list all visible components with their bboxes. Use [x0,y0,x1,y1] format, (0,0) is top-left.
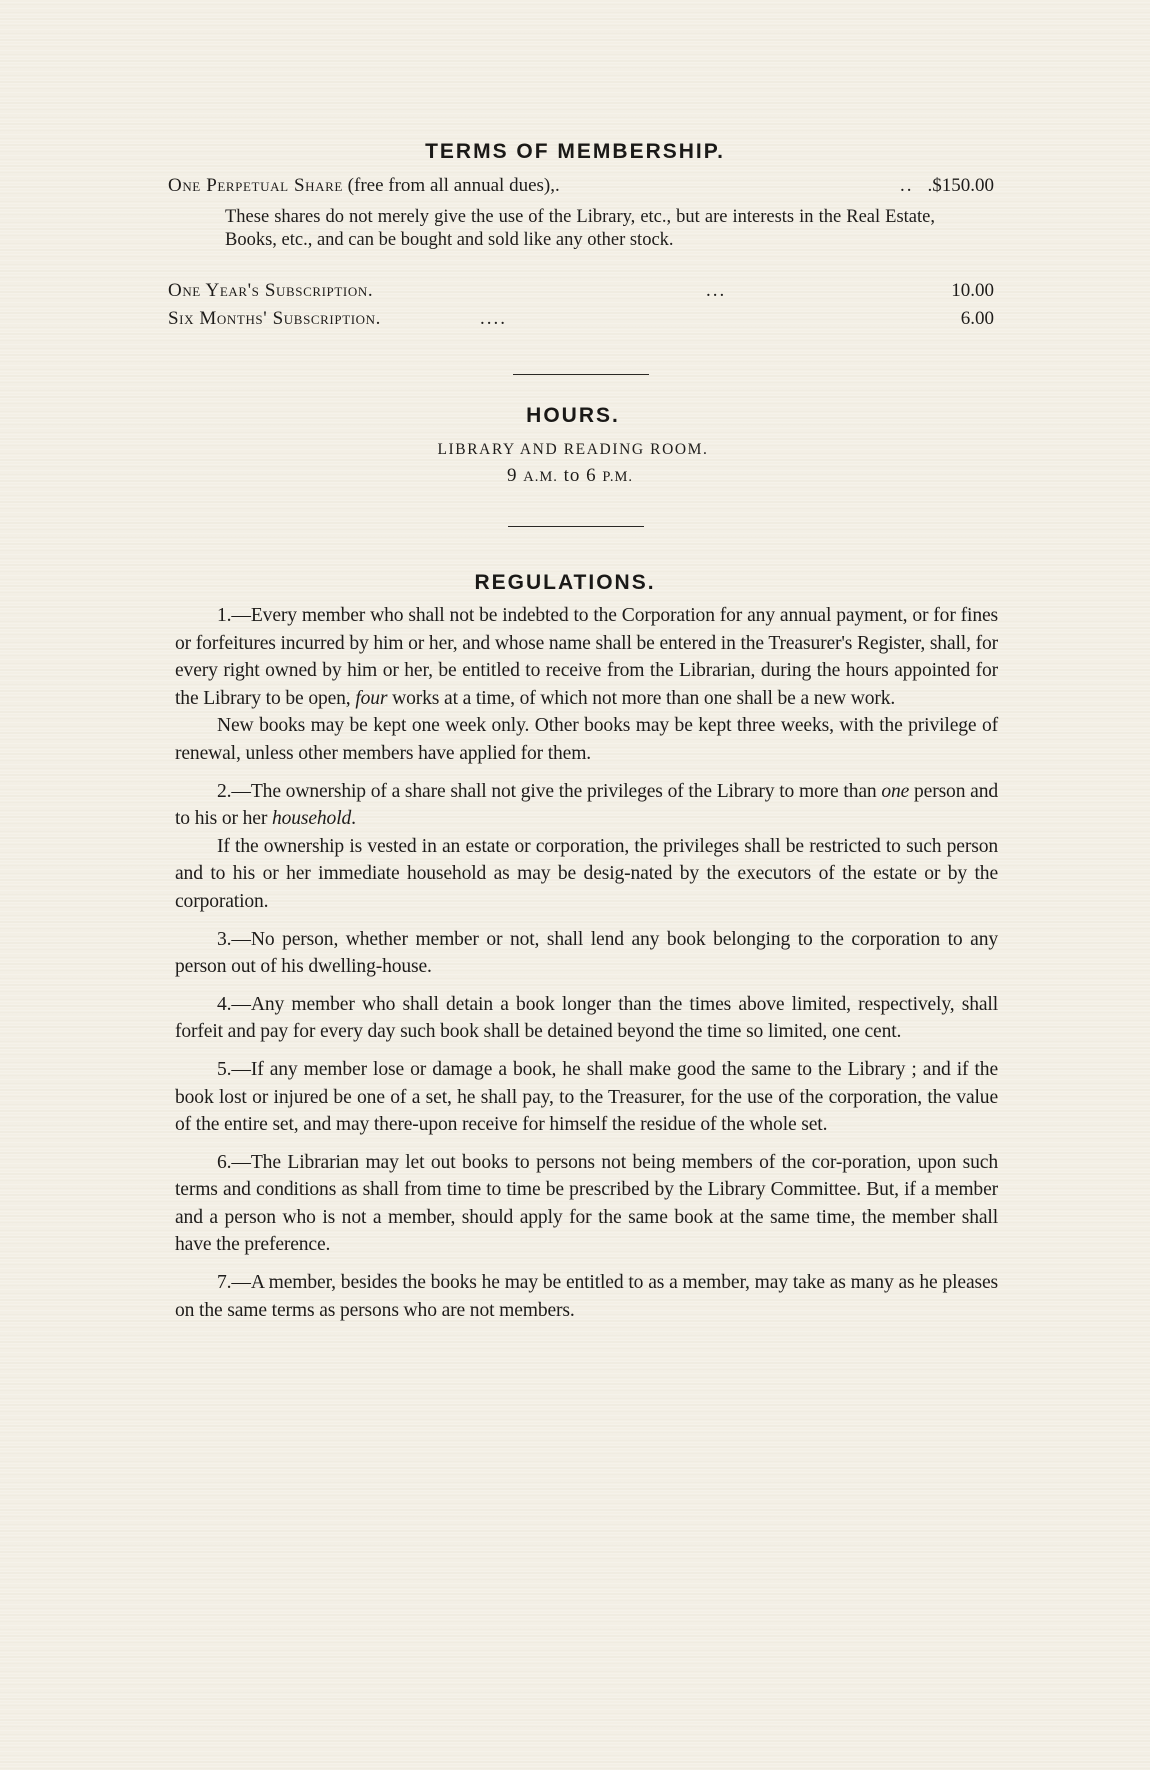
membership-label [168,174,560,198]
regulation-number: 2. [217,780,232,802]
regulation-number: 6. [217,1151,232,1173]
membership-amount: 10.00 [951,280,994,301]
regulation-paragraph [175,778,998,833]
terms-heading: TERMS OF MEMBERSHIP. [425,140,725,163]
regulation-paragraph [175,1149,998,1259]
membership-row-perpetual-share [168,174,994,198]
to-word: to [563,465,581,486]
membership-label: Six Months' Subscription. [168,308,381,329]
membership-label: One Year's Subscription. [168,280,374,301]
dot-leader: ... [706,280,727,301]
membership-row-six-months [168,307,994,331]
em-dash: — [231,780,251,802]
membership-amount: .$150.00 [927,175,994,196]
regulation-4 [175,991,998,1046]
regulation-5 [175,1056,998,1139]
em-dash: — [231,928,251,950]
regulation-paragraph [175,926,998,981]
regulation-text: works at a time, of which not more than one shall be a new work. [387,687,896,709]
regulation-text: The ownership of a share shall not give the privileges of the Library to more than [250,780,882,802]
em-dash: — [231,1272,251,1294]
regulation-text: . [351,808,356,830]
regulation-paragraph [175,1056,998,1139]
em-dash: — [231,993,251,1015]
regulation-paragraph [175,602,998,712]
am-label: A.M. [523,469,558,485]
closing-hour: 6 [586,465,597,486]
dot-leader: .. [900,175,914,196]
regulation-3 [175,926,998,981]
section-divider [513,374,649,375]
section-divider [508,526,644,527]
dot-leader: .... [480,308,507,329]
regulation-6 [175,1149,998,1259]
regulation-text: No person, whether member or not, shall lend any book belonging to the corporation to any person out of his dwelling-house. [175,928,998,978]
emphasis-household: household [271,808,352,830]
perpetual-share-description: These shares do not merely give the use of the Library, etc., but are interests in the Real Estate, Books, etc., and can be bought and sold like any other stock. [225,207,935,250]
opening-hour: 9 [506,465,518,486]
hours-time [0,465,1145,487]
regulation-paragraph [175,1269,998,1324]
pm-label: P.M. [602,469,633,485]
regulation-number: 4. [217,993,232,1015]
regulation-number: 5. [217,1058,232,1080]
emphasis-four: four [355,687,388,709]
membership-note: (free from all annual dues),. [342,175,560,196]
regulation-text: person and to his or her [175,780,998,830]
hours-heading: HOURS. [526,404,620,427]
emphasis-one: one [881,780,910,802]
em-dash: — [231,1151,251,1173]
regulation-paragraph: New books may be kept one week only. Other books may be kept three weeks, with the privilege of renewal, unless other members have applied for them. [175,715,998,764]
em-dash: — [231,1058,251,1080]
regulation-1 [175,602,998,768]
regulations-list [175,602,998,1324]
regulation-text: If any member lose or damage a book, he shall make good the same to the Library ; and if the book lost or injured be one of a set, he shall pay, to the Treasurer, for the use of the corporation, the value of the entire set, and may there-upon receive for himself the residue of the whole set. [175,1058,998,1136]
em-dash: — [231,605,251,626]
membership-label-text: One Perpetual Share [168,175,343,196]
membership-row-one-year [168,279,994,303]
membership-amount: 6.00 [960,308,994,329]
regulation-7 [175,1269,998,1324]
regulations-heading: REGULATIONS. [474,571,656,594]
hours-location: LIBRARY AND READING ROOM. [437,441,709,458]
regulation-text: The Librarian may let out books to persons not being members of the cor-poration, upon such terms and conditions as shall from time to time be prescribed by the Library Committee. But, if a member and a person who is not a member, should apply for the same book at the same time, the member shall have the preference. [175,1151,998,1256]
regulation-text: Any member who shall detain a book longer than the times above limited, respectively, shall forfeit and pay for every day such book shall be detained beyond the time so limited, one cent. [175,993,998,1043]
regulation-text: Every member who shall not be indebted to the Corporation for any annual payment, or for fines or forfeitures incurred by him or her, and whose name shall be entered in the Treasurer's Register, shall, for every right owned by him or her, be entitled to receive from the Librarian, during the hours appointed for the Library to be open, [175,605,998,709]
regulation-text: A member, besides the books he may be entitled to as a member, may take as many as he pleases on the same terms as persons who are not members. [175,1272,998,1321]
regulation-number: 3. [217,928,232,950]
regulation-number: 1. [217,605,232,626]
regulation-2 [175,778,998,916]
regulation-paragraph [175,991,998,1046]
regulation-number: 7. [217,1272,232,1294]
regulation-paragraph: If the ownership is vested in an estate or corporation, the privileges shall be restricted to such person and to his or her immediate household as may be desig-nated by the executors of the estate or by the corporation. [175,835,998,912]
